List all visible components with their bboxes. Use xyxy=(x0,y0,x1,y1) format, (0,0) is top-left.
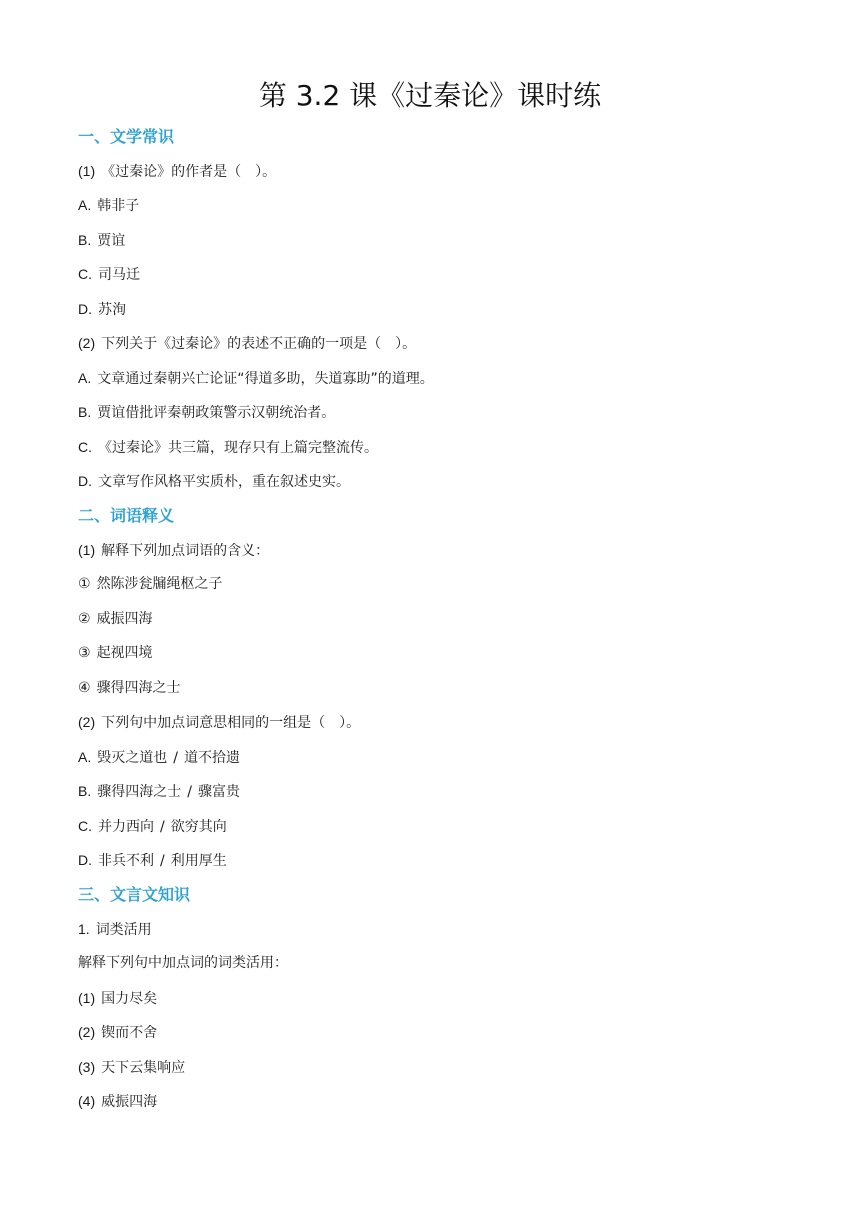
separator: / xyxy=(173,750,178,766)
option-left-text: 毁灭之道也 xyxy=(97,750,168,766)
section-heading-vocabulary: 二、词语释义 xyxy=(78,506,175,525)
option-letter: B. xyxy=(78,783,92,799)
circled-number: ① xyxy=(78,576,91,592)
question-text: 威振四海 xyxy=(101,1094,158,1110)
option-text: 司马迁 xyxy=(98,267,140,283)
option-line xyxy=(78,781,240,802)
option-letter: C. xyxy=(78,818,92,834)
option-letter: A. xyxy=(78,370,92,386)
circled-number: ③ xyxy=(78,645,91,661)
sub-item-line xyxy=(78,643,153,663)
circled-number: ② xyxy=(78,611,91,627)
option-letter: D. xyxy=(78,301,92,317)
question-line xyxy=(78,161,276,182)
option-letter: C. xyxy=(78,439,92,455)
option-letter: D. xyxy=(78,852,92,868)
option-text: 文章写作风格平实质朴，重在叙述史实。 xyxy=(98,474,350,490)
question-text: 解释下列加点词语的含义： xyxy=(101,543,270,559)
option-line xyxy=(78,816,227,837)
option-line xyxy=(78,850,227,871)
option-letter: D. xyxy=(78,473,92,489)
separator: / xyxy=(187,784,192,800)
sub-item-text: 然陈涉瓮牖绳枢之子 xyxy=(96,576,223,592)
subsection-line xyxy=(78,919,152,940)
question-line xyxy=(78,333,416,354)
question-text: 下列关于《过秦论》的表述不正确的一项是（ ）。 xyxy=(101,336,417,352)
option-right-text: 欲穷其向 xyxy=(170,819,227,835)
option-letter: B. xyxy=(78,232,92,248)
option-right-text: 骤富贵 xyxy=(197,784,240,800)
question-number: (1) xyxy=(78,542,96,558)
question-number: (4) xyxy=(78,1093,96,1109)
question-line xyxy=(78,540,269,561)
subsection-number: 1. xyxy=(78,921,90,937)
option-letter: A. xyxy=(78,197,92,213)
option-text: 贾谊 xyxy=(97,233,126,249)
option-text: 苏洵 xyxy=(98,302,126,318)
sub-item-line xyxy=(78,678,181,698)
sub-item-text: 起视四境 xyxy=(96,645,153,661)
section-heading-classical: 三、文言文知识 xyxy=(78,885,191,904)
option-line xyxy=(78,195,139,216)
option-letter: A. xyxy=(78,749,92,765)
question-line xyxy=(78,712,360,733)
sub-item-line xyxy=(78,609,153,629)
question-text: 国力尽矣 xyxy=(101,991,158,1007)
option-right-text: 道不拾遗 xyxy=(183,750,240,766)
circled-number: ④ xyxy=(78,680,91,696)
option-left-text: 并力西向 xyxy=(98,819,154,835)
question-number: (3) xyxy=(78,1059,96,1075)
option-text: 韩非子 xyxy=(97,198,140,214)
question-line xyxy=(78,1022,157,1043)
question-number: (1) xyxy=(78,990,96,1006)
question-number: (2) xyxy=(78,335,96,351)
option-line xyxy=(78,437,378,458)
question-number: (1) xyxy=(78,163,96,179)
section-heading-literature: 一、文学常识 xyxy=(78,127,175,146)
option-text: 《过秦论》共三篇，现存只有上篇完整流传。 xyxy=(98,440,378,456)
question-text: 下列句中加点词意思相同的一组是（ ）。 xyxy=(101,715,361,731)
option-line xyxy=(78,299,126,320)
question-line xyxy=(78,1057,185,1078)
sub-item-text: 威振四海 xyxy=(96,611,153,627)
subsection-text: 词类活用 xyxy=(95,922,152,938)
separator: / xyxy=(160,853,165,869)
separator: / xyxy=(160,819,165,835)
option-line xyxy=(78,471,350,492)
page-title: 第 3.2 课《过秦论》课时练 xyxy=(258,79,602,112)
option-right-text: 利用厚生 xyxy=(170,853,227,869)
question-text: 锲而不舍 xyxy=(101,1025,158,1041)
question-text: 天下云集响应 xyxy=(101,1060,186,1076)
question-number: (2) xyxy=(78,714,96,730)
instruction-text: 解释下列句中加点词的词类活用： xyxy=(78,955,288,971)
question-text: 《过秦论》的作者是（ ）。 xyxy=(101,164,277,180)
question-number: (2) xyxy=(78,1024,96,1040)
option-line xyxy=(78,368,434,389)
option-letter: C. xyxy=(78,266,92,282)
question-line xyxy=(78,1091,157,1112)
option-text: 文章通过秦朝兴亡论证“得道多助，失道寡助”的道理。 xyxy=(97,371,434,387)
option-left-text: 非兵不利 xyxy=(98,853,154,869)
option-left-text: 骤得四海之士 xyxy=(97,784,182,800)
instruction-line xyxy=(78,953,288,973)
option-line xyxy=(78,230,125,251)
option-letter: B. xyxy=(78,404,92,420)
option-line xyxy=(78,747,240,768)
option-line xyxy=(78,402,335,423)
option-line xyxy=(78,264,140,285)
sub-item-line xyxy=(78,574,223,594)
sub-item-text: 骤得四海之士 xyxy=(96,680,181,696)
question-line xyxy=(78,988,157,1009)
option-text: 贾谊借批评秦朝政策警示汉朝统治者。 xyxy=(97,405,336,421)
